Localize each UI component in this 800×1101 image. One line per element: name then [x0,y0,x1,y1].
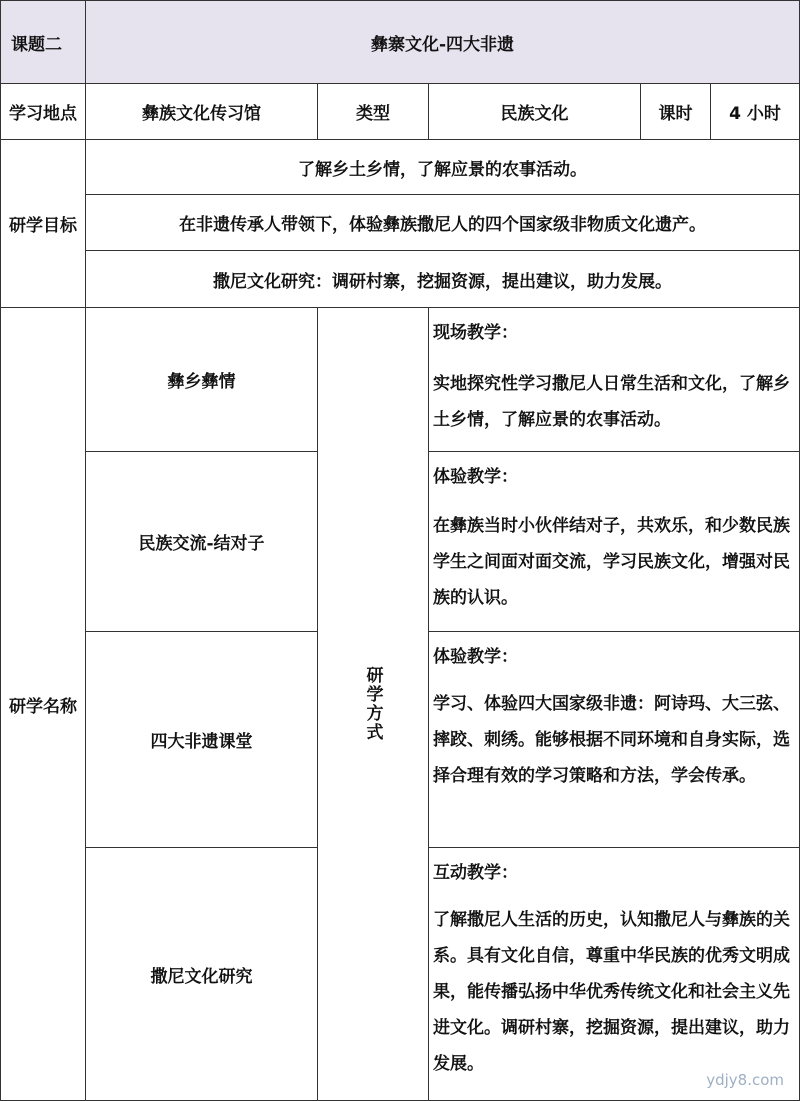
method-title: 现场教学： [433,323,518,343]
method-cell [428,631,800,848]
page-title: 彝寨文化-四大非遗 [370,34,515,55]
method-cell [428,847,800,1101]
goals-label-cell [0,139,86,308]
goal-item: 撒尼文化研究：调研村寨，挖掘资源，提出建议，助力发展。 [85,250,800,308]
method-cell [428,451,800,632]
study-name-cell [85,451,318,632]
study-name: 彝乡彝情 [167,372,236,392]
study-name: 撒尼文化研究 [150,966,253,987]
method-label-cell [317,307,429,1101]
topic-label-cell [0,0,86,84]
method-title: 互动教学： [433,863,518,883]
hours-label: 课时 [658,104,693,124]
method-title: 体验教学： [433,467,518,487]
study-name: 四大非遗课堂 [150,732,253,752]
goal-item: 在非遗传承人带领下，体验彝族撒尼人的四个国家级非物质文化遗产。 [85,194,800,251]
location-label-cell [0,83,86,140]
method-text: 了解撒尼人生活的历史，认知撒尼人与彝族的关系。具有文化自信，尊重中华民族的优秀文明成果，能传播弘扬中华优秀传统文化和社会主义先进文化。调研村寨，挖掘资源，提出建议，助力发展。 [433,910,790,1074]
hours-value: 4 小时 [729,104,781,124]
title-cell [85,0,800,84]
topic-label: 课题二 [11,34,62,55]
study-name-cell [85,631,318,848]
hours-label-cell [640,83,711,140]
method-text: 实地探究性学习撒尼人日常生活和文化，了解乡土乡情，了解应景的农事活动。 [433,374,790,430]
type-label: 类型 [356,104,390,124]
method-label: 研学方式 [362,666,383,742]
method-text: 学习、体验四大国家级非遗：阿诗玛、大三弦、摔跤、刺绣。能够根据不同环境和自身实际，选择合理有效的学习策略和方法，学会传承。 [433,694,790,786]
method-title: 体验教学： [433,647,518,667]
location-value-cell [85,83,318,140]
hours-value-cell [710,83,800,140]
study-name-label-cell [0,307,86,1101]
goals-label: 研学目标 [9,216,77,236]
method-cell [428,307,800,452]
study-name-cell [85,847,318,1101]
location-value: 彝族文化传习馆 [142,104,261,124]
study-name-cell [85,307,318,452]
type-value: 民族文化 [500,104,569,124]
watermark: ydjy8.com [706,1071,784,1089]
study-name: 民族交流-结对子 [138,534,265,554]
method-text: 在彝族当时小伙伴结对子，共欢乐，和少数民族学生之间面对面交流，学习民族文化，增强对民族的认识。 [433,516,790,608]
type-value-cell [428,83,641,140]
location-label: 学习地点 [9,104,77,124]
type-label-cell [317,83,429,140]
study-name-label: 研学名称 [9,696,77,717]
goal-item: 了解乡土乡情，了解应景的农事活动。 [85,139,800,195]
